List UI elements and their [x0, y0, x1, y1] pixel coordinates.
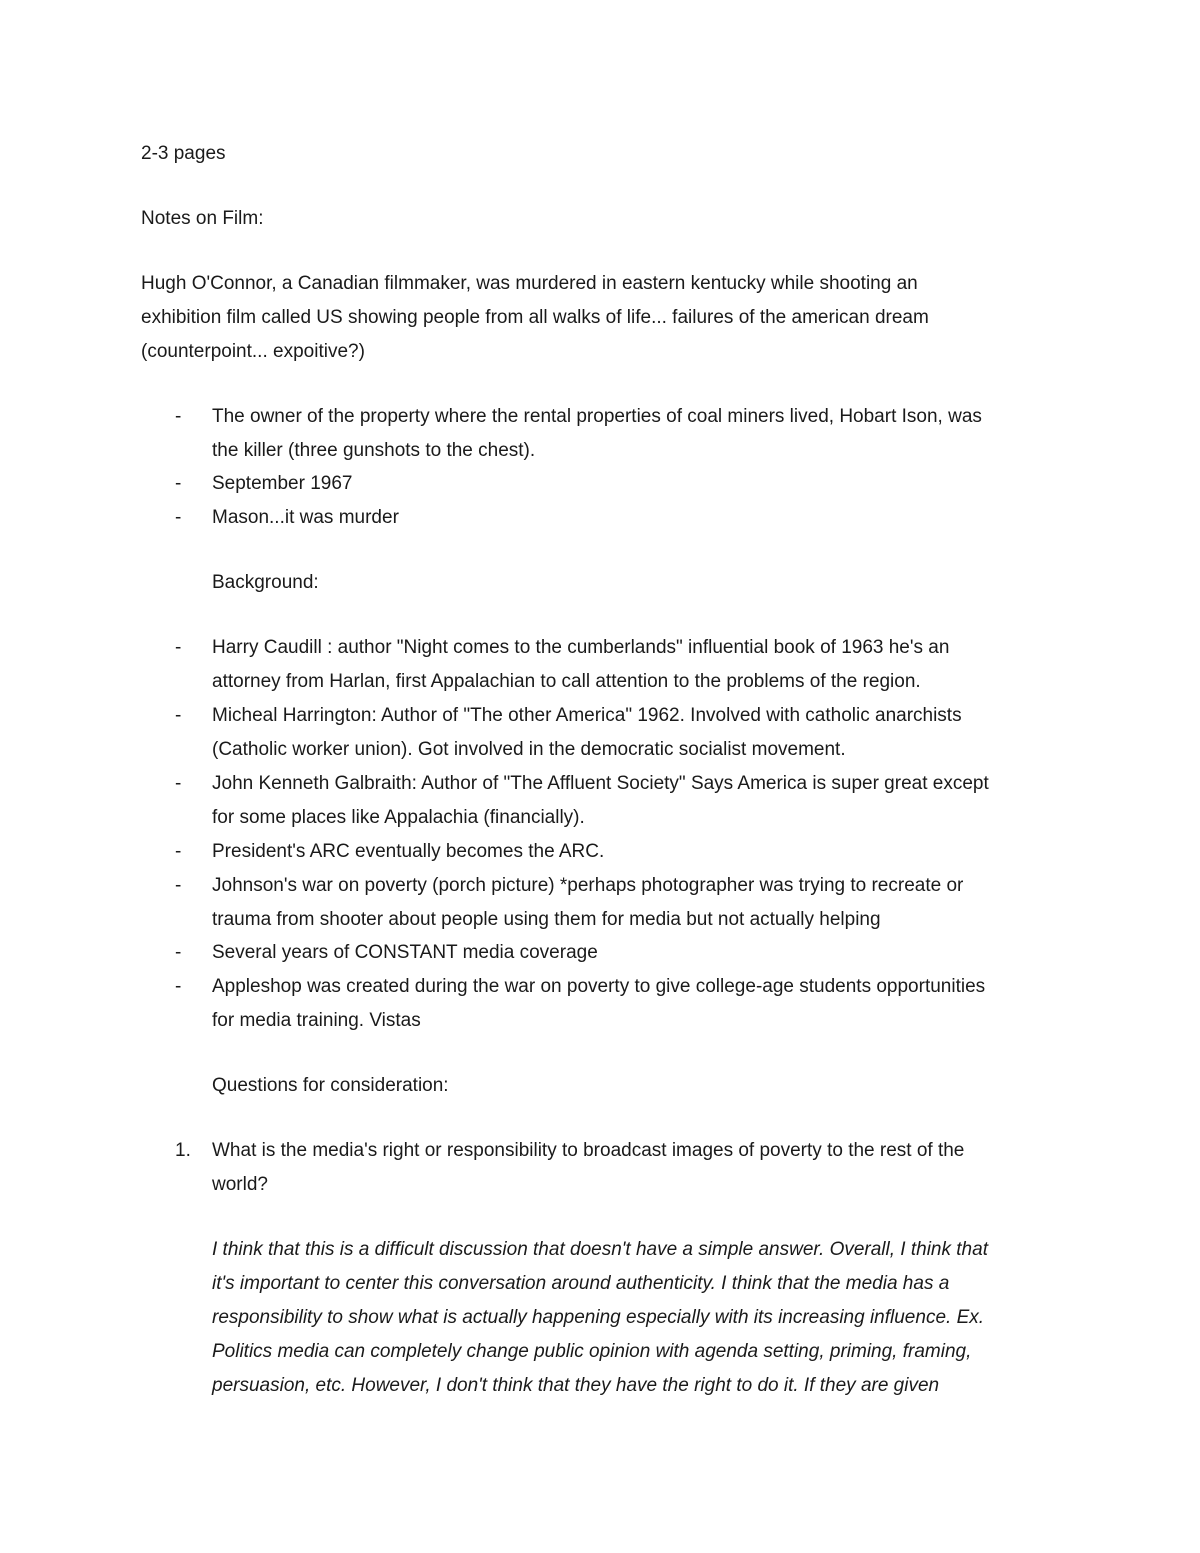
- list-item-text: trauma from shooter about people using them for media but not actually helping: [212, 909, 881, 930]
- bullet-marker: -: [175, 875, 182, 896]
- bullet-marker: -: [175, 705, 182, 726]
- question-text: What is the media's right or responsibility to broadcast images of poverty to the rest of the: [212, 1140, 965, 1161]
- intro-line: exhibition film called US showing people from all walks of life... failures of the american dream: [141, 307, 929, 328]
- questions-heading: Questions for consideration:: [212, 1075, 449, 1096]
- list-item-text: September 1967: [212, 473, 353, 494]
- bullet-marker: -: [175, 406, 182, 427]
- list-item-text: the killer (three gunshots to the chest).: [212, 440, 536, 461]
- list-item-text: Appleshop was created during the war on poverty to give college-age students opportunities: [212, 976, 986, 997]
- page-count-note: 2-3 pages: [141, 143, 226, 164]
- bullet-marker: -: [175, 841, 182, 862]
- list-item-text: (Catholic worker union). Got involved in the democratic socialist movement.: [212, 739, 846, 760]
- intro-line: (counterpoint... expoitive?): [141, 341, 365, 362]
- list-item-text: for media training. Vistas: [212, 1010, 421, 1031]
- bullet-marker: -: [175, 976, 182, 997]
- list-item-text: The owner of the property where the rental properties of coal miners lived, Hobart Ison, was: [212, 406, 982, 427]
- bullet-marker: -: [175, 942, 182, 963]
- background-heading: Background:: [212, 572, 319, 593]
- bullet-marker: -: [175, 773, 182, 794]
- list-item-text: for some places like Appalachia (financially).: [212, 807, 585, 828]
- answer-line: responsibility to show what is actually happening especially with its increasing influence. Ex.: [212, 1307, 985, 1328]
- bullet-marker: -: [175, 507, 182, 528]
- number-marker: 1.: [175, 1140, 191, 1161]
- list-item-text: Harry Caudill : author "Night comes to the cumberlands" influential book of 1963 he's an: [212, 637, 950, 658]
- answer-line: Politics media can completely change public opinion with agenda setting, priming, framing,: [212, 1341, 972, 1362]
- notes-heading: Notes on Film:: [141, 208, 264, 229]
- answer-line: it's important to center this conversation around authenticity. I think that the media has a: [212, 1273, 950, 1294]
- answer-line: persuasion, etc. However, I don't think that they have the right to do it. If they are given: [212, 1375, 940, 1396]
- bullet-marker: -: [175, 473, 182, 494]
- answer-line: I think that this is a difficult discussion that doesn't have a simple answer. Overall, I think that: [212, 1239, 988, 1260]
- list-item-text: John Kenneth Galbraith: Author of "The Affluent Society" Says America is super great except: [212, 773, 989, 794]
- question-text: world?: [212, 1174, 268, 1195]
- list-item-text: Several years of CONSTANT media coverage: [212, 942, 598, 963]
- list-item-text: President's ARC eventually becomes the ARC.: [212, 841, 605, 862]
- bullet-marker: -: [175, 637, 182, 658]
- list-item-text: Mason...it was murder: [212, 507, 399, 528]
- intro-line: Hugh O'Connor, a Canadian filmmaker, was murdered in eastern kentucky while shooting an: [141, 273, 918, 294]
- list-item-text: attorney from Harlan, first Appalachian to call attention to the problems of the region.: [212, 671, 921, 692]
- list-item-text: Micheal Harrington: Author of "The other America" 1962. Involved with catholic anarchists: [212, 705, 962, 726]
- list-item-text: Johnson's war on poverty (porch picture) *perhaps photographer was trying to recreate or: [212, 875, 964, 896]
